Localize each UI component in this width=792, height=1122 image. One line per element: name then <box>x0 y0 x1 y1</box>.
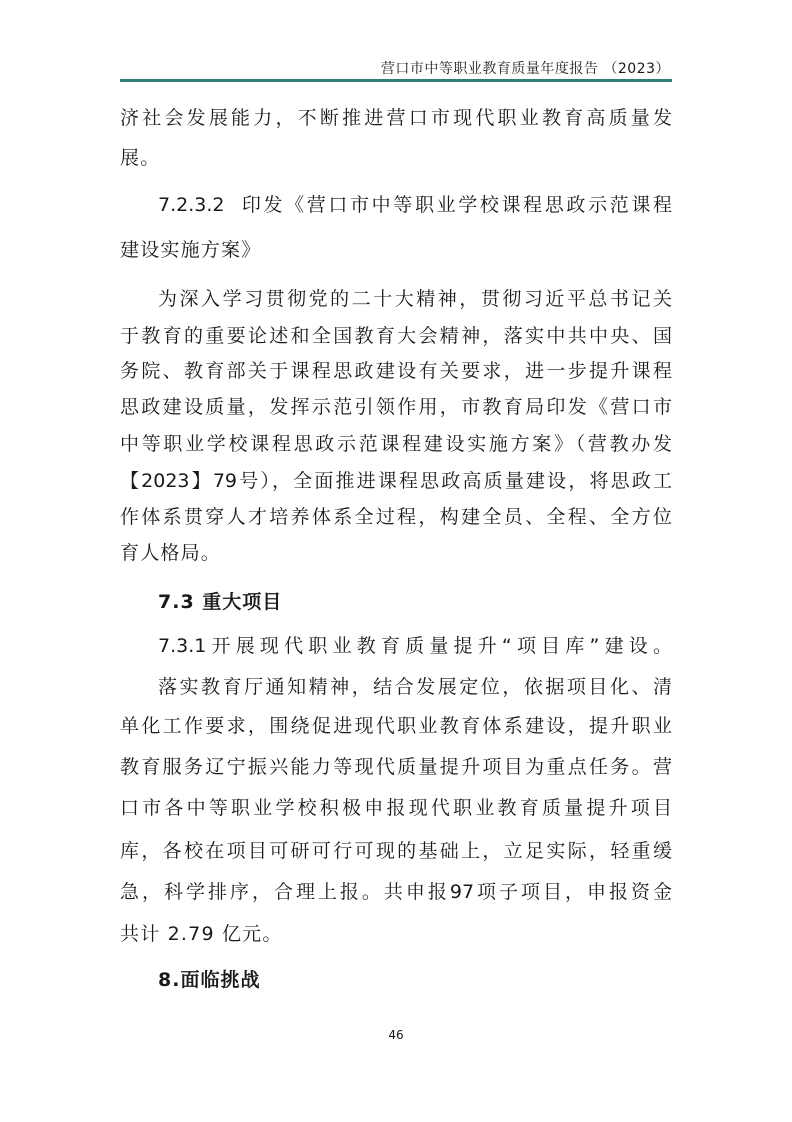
paragraph-line: 单化工作要求，围绕促进现代职业教育体系建设，提升职业 <box>120 715 672 737</box>
paragraph-line: 展。 <box>120 147 161 169</box>
paragraph-line: 急，科学排序，合理上报。共申报97项子项目，申报资金 <box>120 881 672 903</box>
paragraph-line: 务院、教育部关于课程思政建设有关要求，进一步提升课程 <box>120 360 672 382</box>
paragraph-line: 思政建设质量，发挥示范引领作用，市教育局印发《营口市 <box>120 396 672 418</box>
section-title-line: 建设实施方案》 <box>120 239 262 261</box>
paragraph-line: 济社会发展能力，不断推进营口市现代职业教育高质量发 <box>120 107 672 129</box>
section-heading-7-3: 7.3 重大项目 <box>158 591 283 613</box>
page-number: 46 <box>388 1028 404 1042</box>
page-header-title: 营口市中等职业教育质量年度报告 （2023） <box>380 61 670 77</box>
paragraph-line: 作体系贯穿人才培养体系全过程，构建全员、全程、全方位 <box>120 506 672 528</box>
paragraph-line: 为深入学习贯彻党的二十大精神，贯彻习近平总书记关 <box>158 288 672 310</box>
subsection-title-7-3-1: 7.3.1开展现代职业教育质量提升“项目库”建设。 <box>158 635 672 657</box>
paragraph-line: 中等职业学校课程思政示范课程建设实施方案》（营教办发 <box>120 433 672 455</box>
paragraph-line: 育人格局。 <box>120 542 222 564</box>
paragraph-line: 共计 2.79 亿元。 <box>120 923 283 945</box>
paragraph-line: 于教育的重要论述和全国教育大会精神，落实中共中央、国 <box>120 325 672 347</box>
paragraph-line: 库，各校在项目可研可行可现的基础上，立足实际，轻重缓 <box>120 840 672 862</box>
paragraph-line: 口市各中等职业学校积极申报现代职业教育质量提升项目 <box>120 797 672 819</box>
section-title-line: 7.2.3.2 印发《营口市中等职业学校课程思政示范课程 <box>158 194 672 216</box>
header-rule <box>120 79 672 82</box>
section-heading-8: 8.面临挑战 <box>158 969 261 991</box>
paragraph-line: 落实教育厅通知精神，结合发展定位，依据项目化、清 <box>158 676 672 698</box>
paragraph-line: 【2023】79号），全面推进课程思政高质量建设，将思政工 <box>120 470 672 492</box>
paragraph-line: 教育服务辽宁振兴能力等现代质量提升项目为重点任务。营 <box>120 756 672 778</box>
